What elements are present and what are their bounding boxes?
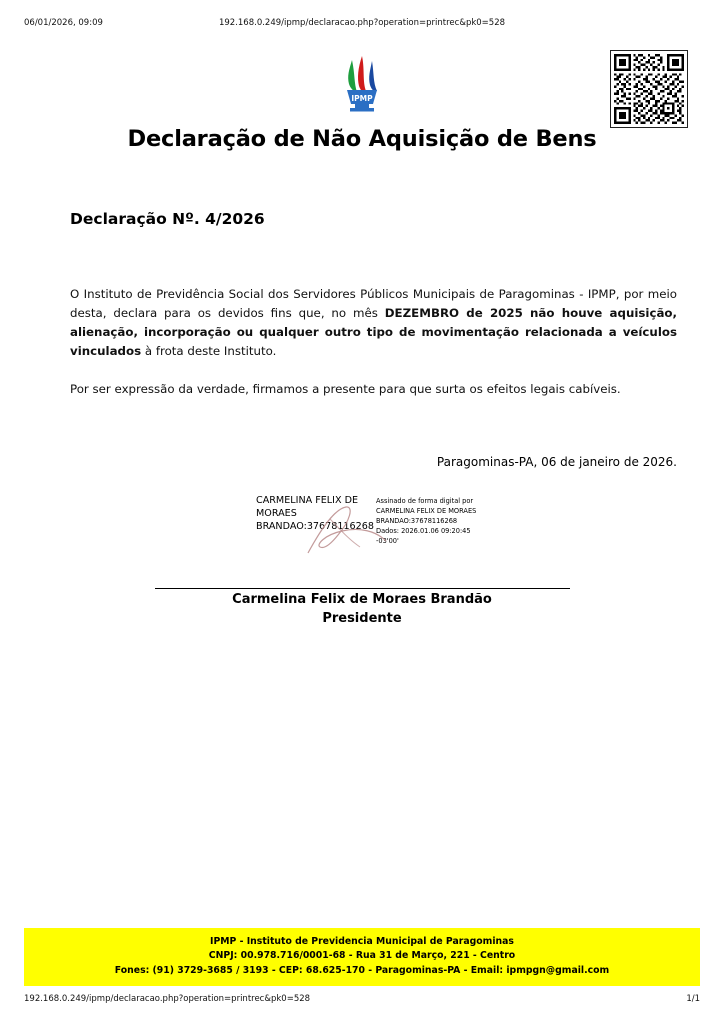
footer-banner-line-2: CNPJ: 00.978.716/0001-68 - Rua 31 de Março, 221 - Centro [208,950,516,962]
stamp-line-4: Dados: 2026.01.06 09:20:45 [376,526,471,535]
footer-banner-line-1: IPMP - Instituto de Previdencia Municipal de Paragominas [210,936,514,947]
digital-signature-stamp [256,495,556,553]
signature-stamp-name: CARMELINA FELIX DE MORAES BRANDAO:37678116268 [256,495,374,532]
print-footer-url: 192.168.0.249/ipmp/declaracao.php?operation=printrec&pk0=528 [24,994,311,1004]
city-date: Paragominas-PA, 06 de janeiro de 2026. [436,455,677,469]
logo-text: IPMP [351,94,373,103]
print-header-timestamp: 06/01/2026, 09:09 [24,18,103,28]
signature-line [155,588,570,589]
signature-stamp-details [376,497,536,546]
print-header-url: 192.168.0.249/ipmp/declaracao.php?operation=printrec&pk0=528 [218,18,506,28]
ipmp-logo [327,54,397,112]
print-footer-page-number: 1/1 [686,994,700,1004]
body-paragraph-1 [70,285,677,361]
stamp-line-2: CARMELINA FELIX DE MORAES [376,506,477,515]
signature-area [0,495,724,626]
stamp-line-3: BRANDAO:37678116268 [376,516,458,525]
stamp-line-1: Assinado de forma digital por [376,497,474,505]
qr-code [610,50,688,128]
signer-role: Presidente [322,611,402,626]
page-title: Declaração de Não Aquisição de Bens [127,126,597,152]
institution-footer-banner [24,928,700,986]
footer-banner-line-3: Fones: (91) 3729-3685 / 3193 - CEP: 68.625-170 - Paragominas-PA - Email: ipmpgn@gmail.com [114,964,610,976]
signer-name: Carmelina Felix de Moraes Brandão [232,592,492,607]
paragraph1-emphasis: DEZEMBRO de 2025 não houve aquisição, alienação, incorporação ou qualquer outro tipo de movimentação relacionada a veículos vinculados [70,306,677,359]
paragraph1-part2: à frota deste Instituto. [141,344,277,359]
paragraph1-part1: O Instituto de Previdência Social dos Servidores Públicos Municipais de Paragominas - IPMP, por meio desta, declara para os devidos fins que, no mês [70,287,677,321]
declaration-number: Declaração Nº. 4/2026 [70,210,265,228]
stamp-line-5: -03'00' [376,536,399,545]
document-page [0,40,724,990]
print-header [0,18,724,32]
body-paragraph-2: Por ser expressão da verdade, firmamos a presente para que surta os efeitos legais cabíveis. [70,382,621,396]
print-footer [0,994,724,1008]
